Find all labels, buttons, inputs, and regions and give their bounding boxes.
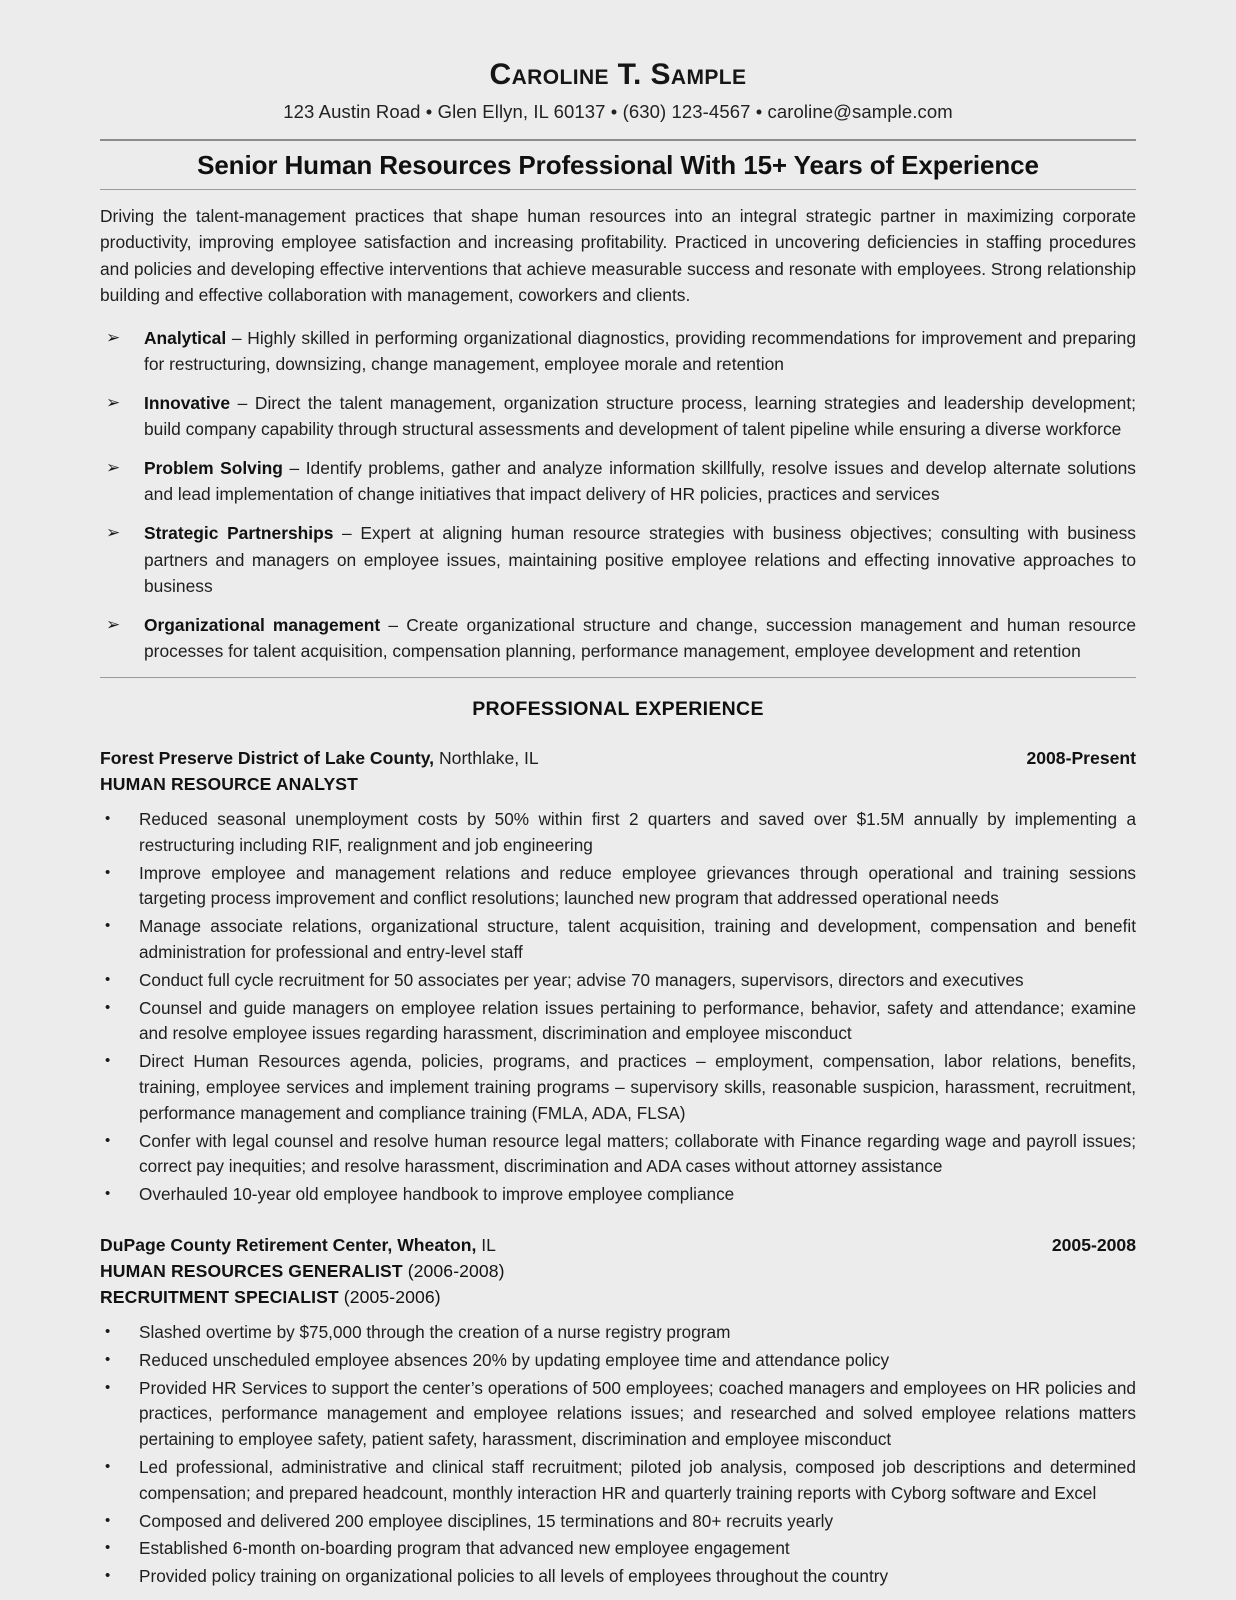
contact-line: 123 Austin Road • Glen Ellyn, IL 60137 • (630) 123-4567 • caroline@sample.com xyxy=(283,101,953,122)
qualification-text: Innovative – Direct the talent management, organization structure process, learning strategies and leadership development; build company capability through structural assessments and development of talent pipeline while ensuring a diverse workforce xyxy=(144,393,1136,440)
job-header xyxy=(100,1235,1136,1256)
duty-item xyxy=(100,968,1136,994)
duty-item xyxy=(100,807,1136,859)
job-dates: 2008-Present xyxy=(1026,748,1136,769)
qualification-item xyxy=(100,325,1136,377)
qualification-text: Strategic Partnerships – Expert at aligning human resource strategies with business objectives; consulting with business partners and managers on employee issues, maintaining positive employee relations and effecting innovative approaches to business xyxy=(144,523,1136,596)
duty-text: Composed and delivered 200 employee disciplines, 15 terminations and 80+ recruits yearly xyxy=(139,1510,834,1531)
experience-section-header xyxy=(100,677,1136,721)
duty-text: Direct Human Resources agenda, policies, programs, and practices – employment, compensation, labor relations, benefits, training, employee services and implement training programs – supervisory skills, reasonable suspicion, harassment, recruitment, performance management and compliance training (FMLA, ADA, FLSA) xyxy=(139,1051,1136,1123)
duty-item xyxy=(100,861,1136,913)
duty-text: Counsel and guide managers on employee relation issues pertaining to performance, behavior, safety and attendance; examine and resolve employee issues regarding harassment, discrimination and employee misconduct xyxy=(139,997,1136,1044)
qualification-item xyxy=(100,455,1136,507)
job-title: HUMAN RESOURCE ANALYST xyxy=(100,774,358,795)
arrow-bullet-icon: ➢ xyxy=(106,614,121,634)
job-company: Forest Preserve District of Lake County, Northlake, IL xyxy=(100,748,539,769)
round-bullet-icon: • xyxy=(105,1378,111,1396)
qualification-item xyxy=(100,612,1136,664)
job-title-dates: (2006-2008) xyxy=(402,1260,505,1281)
duty-item xyxy=(100,1348,1136,1374)
qualification-text: Problem Solving – Identify problems, gather and analyze information skillfully, resolve issues and develop alternate solutions and lead implementation of change initiatives that impact delivery of HR policies, practices and services xyxy=(144,458,1136,505)
round-bullet-icon: • xyxy=(105,863,111,881)
round-bullet-icon: • xyxy=(105,1350,111,1368)
jobs-list xyxy=(100,748,1136,1590)
duty-item xyxy=(100,1564,1136,1590)
round-bullet-icon: • xyxy=(105,1511,111,1529)
duty-item xyxy=(100,1455,1136,1507)
qualifications-list xyxy=(100,325,1136,664)
qualification-label: Innovative xyxy=(144,393,231,414)
headline-block xyxy=(100,139,1136,190)
qualification-item xyxy=(100,390,1136,442)
qualification-item xyxy=(100,520,1136,598)
qualification-label: Organizational management xyxy=(144,614,381,635)
duty-text: Established 6-month on-boarding program that advanced new employee engagement xyxy=(139,1538,790,1559)
round-bullet-icon: • xyxy=(105,917,111,935)
headline-bottom-rule xyxy=(100,189,1136,190)
duty-item xyxy=(100,1509,1136,1535)
round-bullet-icon: • xyxy=(105,970,111,988)
duty-text: Confer with legal counsel and resolve human resource legal matters; collaborate with Finance regarding wage and payroll issues; correct pay inequities; and resolve harassment, discrimination and ADA cases without attorney assistance xyxy=(139,1130,1136,1177)
qualification-label: Problem Solving xyxy=(144,458,283,479)
duty-item xyxy=(100,1320,1136,1346)
duty-text: Manage associate relations, organizational structure, talent acquisition, training and development, compensation and benefit administration for professional and entry-level staff xyxy=(139,916,1136,962)
round-bullet-icon: • xyxy=(105,1539,111,1557)
job-entry xyxy=(100,1235,1136,1590)
round-bullet-icon: • xyxy=(105,1052,111,1070)
duty-text: Provided policy training on organizational policies to all levels of employees throughout the country xyxy=(139,1566,889,1587)
round-bullet-icon: • xyxy=(105,1457,111,1475)
duty-text: Conduct full cycle recruitment for 50 associates per year; advise 70 managers, supervisors, directors and executives xyxy=(139,969,1024,990)
job-title: RECRUITMENT SPECIALIST (2005-2006) xyxy=(100,1286,441,1307)
job-location: IL xyxy=(476,1234,496,1255)
duty-text: Slashed overtime by $75,000 through the creation of a nurse registry program xyxy=(139,1321,731,1342)
duty-item xyxy=(100,1182,1136,1208)
duty-item xyxy=(100,1129,1136,1181)
duty-text: Provided HR Services to support the center’s operations of 500 employees; coached managers and employees on HR policies and practices, performance management and employee relations issues; and researched and solved employee relations matters pertaining to employee safety, patient safety, harassment, discrimination and employee misconduct xyxy=(139,1377,1136,1450)
job-title-dates: (2005-2006) xyxy=(338,1286,441,1307)
candidate-name: Caroline T. Sample xyxy=(489,58,747,91)
job-duties-list xyxy=(100,1320,1136,1590)
arrow-bullet-icon: ➢ xyxy=(106,393,121,413)
round-bullet-icon: • xyxy=(105,1131,111,1149)
arrow-bullet-icon: ➢ xyxy=(106,458,121,478)
arrow-bullet-icon: ➢ xyxy=(106,327,121,347)
qualification-label: Analytical xyxy=(144,327,227,348)
job-dates: 2005-2008 xyxy=(1051,1234,1136,1255)
round-bullet-icon: • xyxy=(105,1322,111,1340)
job-duties-list xyxy=(100,807,1136,1208)
duty-item xyxy=(100,1049,1136,1126)
duty-text: Reduced unscheduled employee absences 20% by updating employee time and attendance policy xyxy=(139,1349,890,1370)
duty-item xyxy=(100,1376,1136,1453)
job-header xyxy=(100,748,1136,769)
professional-headline: Senior Human Resources Professional With 15+ Years of Experience xyxy=(197,150,1039,180)
job-company: DuPage County Retirement Center, Wheaton, IL xyxy=(100,1234,496,1255)
section-title-professional-experience: PROFESSIONAL EXPERIENCE xyxy=(472,698,764,721)
job-entry xyxy=(100,748,1136,1208)
duty-item xyxy=(100,914,1136,966)
job-title: HUMAN RESOURCES GENERALIST (2006-2008) xyxy=(100,1260,505,1281)
summary-paragraph: Driving the talent-management practices that shape human resources into an integral strategic partner in maximizing corporate productivity, improving employee satisfaction and increasing profitability. Practiced in uncovering deficiencies in staffing procedures and policies and developing effective interventions that achieve measurable success and resonate with employees. Strong relationship building and effective collaboration with management, coworkers and clients. xyxy=(100,206,1136,306)
qualification-label: Strategic Partnerships xyxy=(144,523,334,544)
qualification-text: Organizational management – Create organizational structure and change, succession management and human resource processes for talent acquisition, compensation planning, performance management, employee development and retention xyxy=(144,614,1136,661)
duty-text: Reduced seasonal unemployment costs by 50% within first 2 quarters and saved over $1.5M annually by implementing a restructuring including RIF, realignment and job engineering xyxy=(139,809,1136,855)
duty-item xyxy=(100,996,1136,1048)
duty-text: Improve employee and management relations and reduce employee grievances through operational and training sessions targeting process improvement and conflict resolutions; launched new program that addressed operational needs xyxy=(139,862,1136,909)
round-bullet-icon: • xyxy=(105,1567,111,1585)
duty-text: Led professional, administrative and clinical staff recruitment; piloted job analysis, composed job descriptions and determined compensation; and prepared headcount, monthly interaction HR and quarterly training reports with Cyborg software and Excel xyxy=(139,1456,1136,1503)
round-bullet-icon: • xyxy=(105,1185,111,1203)
qualification-text: Analytical – Highly skilled in performing organizational diagnostics, providing recommendations for improvement and preparing for restructuring, downsizing, change management, employee morale and retention xyxy=(144,327,1136,374)
duty-item xyxy=(100,1536,1136,1562)
job-location: Northlake, IL xyxy=(434,748,539,769)
arrow-bullet-icon: ➢ xyxy=(106,523,121,543)
round-bullet-icon: • xyxy=(105,810,111,828)
round-bullet-icon: • xyxy=(105,998,111,1016)
duty-text: Overhauled 10-year old employee handbook to improve employee compliance xyxy=(139,1184,735,1205)
